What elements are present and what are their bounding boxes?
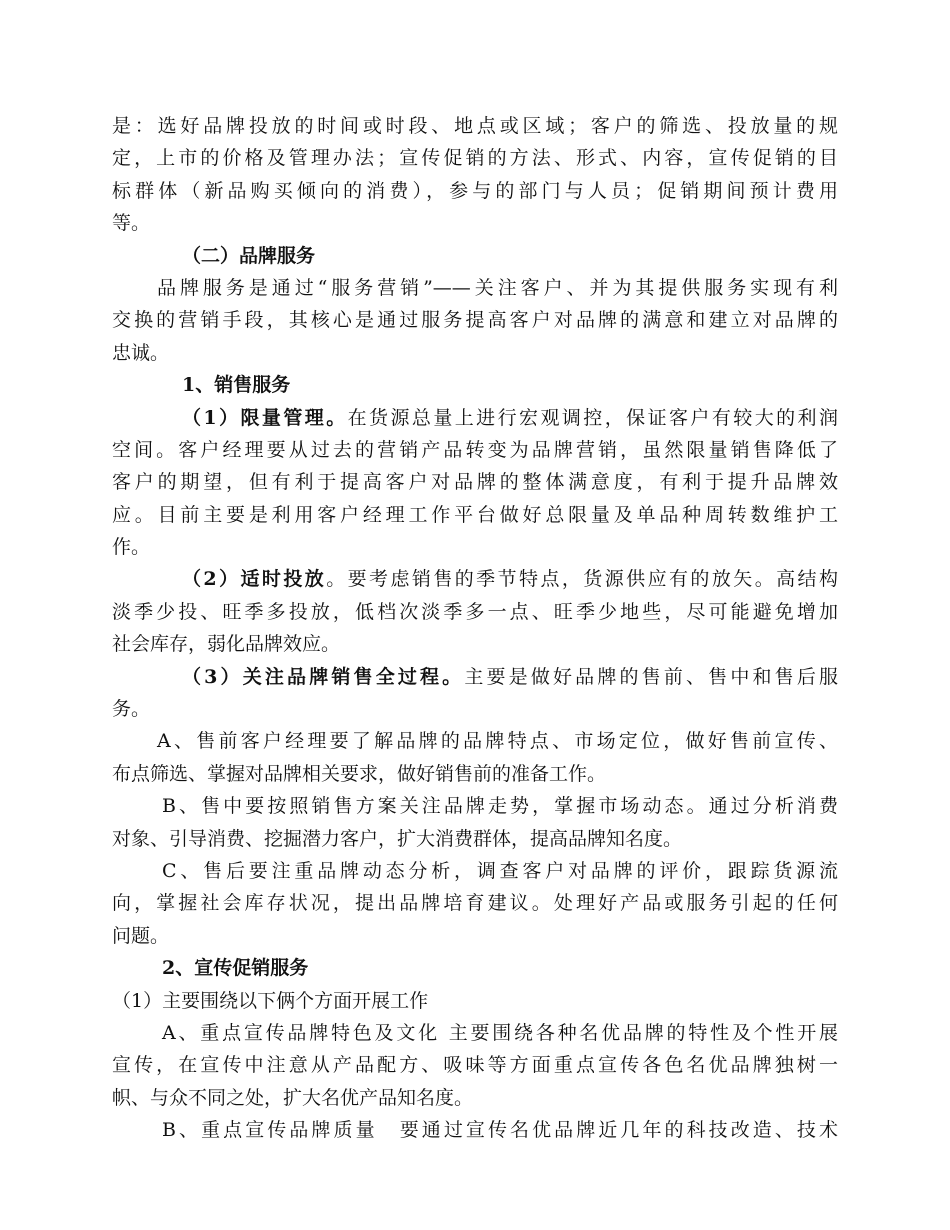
inline-heading: （2）适时投放 xyxy=(182,568,327,591)
text-line: 应。目前主要是利用客户经理工作平台做好总限量及单品种周转数维护工 xyxy=(112,503,838,526)
subsection-heading: 1、销售服务 xyxy=(182,374,291,397)
paragraph xyxy=(112,725,838,790)
text-line: 布点筛选、掌握对品牌相关要求，做好销售前的准备工作。 xyxy=(112,762,607,785)
text-line: 品牌服务是通过“服务营销”——关注客户、并为其提供服务实现有利 xyxy=(157,276,838,299)
paragraph xyxy=(112,563,838,660)
section-heading: （二）品牌服务 xyxy=(182,244,316,267)
paragraph xyxy=(112,790,838,855)
text-line: C、售后要注重品牌动态分析，调查客户对品牌的评价，跟踪货源流 xyxy=(162,859,838,882)
text-run: 主要是做好品牌的售前、售中和售后服 xyxy=(464,665,838,688)
text-line xyxy=(112,402,838,434)
inline-heading: （1）限量管理。 xyxy=(182,406,348,429)
subsection-heading: 2、宣传促销服务 xyxy=(162,957,309,980)
text-line: 作。 xyxy=(112,536,151,559)
text-line: 务。 xyxy=(112,698,151,721)
paragraph xyxy=(112,985,838,1017)
text-line xyxy=(112,661,838,693)
text-line: 帜、与众不同之处，扩大名优产品知名度。 xyxy=(112,1086,474,1109)
text-line: 向，掌握社会库存状况，提出品牌培育建议。处理好产品或服务引起的任何 xyxy=(112,892,838,915)
text-run: 在货源总量上进行宏观调控，保证客户有较大的利润 xyxy=(347,406,838,429)
text-line: 对象、引导消费、挖掘潜力客户，扩大消费群体，提高品牌知名度。 xyxy=(112,827,683,850)
text-line: 等。 xyxy=(112,212,151,235)
paragraph xyxy=(112,402,838,564)
text-line: （1）主要围绕以下俩个方面开展工作 xyxy=(112,989,429,1012)
text-line: 客户的期望，但有利于提高客户对品牌的整体满意度，有利于提升品牌效 xyxy=(112,471,838,494)
paragraph xyxy=(112,110,838,240)
text-line: A、重点宣传品牌特色及文化 主要围绕各种名优品牌的特性及个性开展 xyxy=(162,1021,838,1044)
text-line: B、重点宣传品牌质量 要通过宣传名优品牌近几年的科技改造、技术 xyxy=(162,1119,838,1142)
text-line: 宣传，在宣传中注意从产品配方、吸味等方面重点宣传各色名优品牌独树一 xyxy=(112,1054,838,1077)
text-line: 空间。客户经理要从过去的营销产品转变为品牌营销，虽然限量销售降低了 xyxy=(112,438,838,461)
text-line: 淡季少投、旺季多投放，低档次淡季多一点、旺季少地些，尽可能避免增加 xyxy=(112,600,838,623)
text-line: 社会库存，弱化品牌效应。 xyxy=(112,633,341,656)
paragraph xyxy=(112,855,838,952)
paragraph xyxy=(112,1114,838,1146)
paragraph xyxy=(112,661,838,726)
text-run: 。要考虑销售的季节特点，货源供应有的放矢。高结构 xyxy=(326,568,838,591)
paragraph xyxy=(112,272,838,369)
text-line: 是：选好品牌投放的时间或时段、地点或区域；客户的筛选、投放量的规 xyxy=(112,115,838,137)
text-line: 定，上市的价格及管理办法；宣传促销的方法、形式、内容，宣传促销的目 xyxy=(112,147,838,170)
paragraph xyxy=(112,1017,838,1114)
text-line: 交换的营销手段，其核心是通过服务提高客户对品牌的满意和建立对品牌的 xyxy=(112,309,838,332)
text-line: A、售前客户经理要了解品牌的品牌特点、市场定位，做好售前宣传、 xyxy=(157,730,838,753)
text-line xyxy=(112,563,838,595)
text-line: B、售中要按照销售方案关注品牌走势，掌握市场动态。通过分析消费 xyxy=(162,795,838,818)
text-line: 问题。 xyxy=(112,924,170,947)
text-line: 忠诚。 xyxy=(112,341,170,364)
text-line: 标群体（新品购买倾向的消费），参与的部门与人员；促销期间预计费用 xyxy=(112,179,838,202)
document-page xyxy=(112,110,838,1147)
inline-heading: （3）关注品牌销售全过程。 xyxy=(182,665,465,688)
